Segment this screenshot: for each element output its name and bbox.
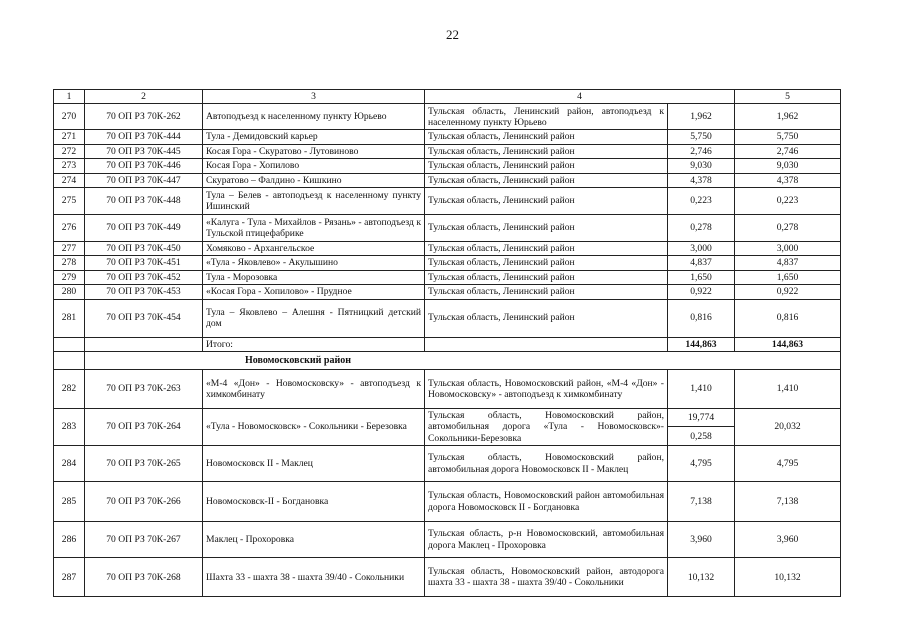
table-row	[54, 409, 841, 427]
row-number: 276	[54, 215, 85, 242]
road-total: 1,962	[735, 104, 841, 130]
road-code: 70 ОП РЗ 70К-265	[85, 446, 203, 482]
road-code: 70 ОП РЗ 70К-268	[85, 558, 203, 597]
road-total: 1,410	[735, 370, 841, 409]
row-number: 271	[54, 130, 85, 144]
table-row	[54, 173, 841, 187]
road-total: 10,132	[735, 558, 841, 597]
row-number: 275	[54, 188, 85, 215]
road-length: 1,650	[668, 270, 735, 284]
road-code: 70 ОП РЗ 70К-267	[85, 522, 203, 558]
road-code: 70 ОП РЗ 70К-264	[85, 409, 203, 446]
table-row	[54, 104, 841, 130]
table-row	[54, 285, 841, 299]
table-row	[54, 370, 841, 409]
road-location: Тульская область, Ленинский район	[425, 242, 668, 256]
row-number: 286	[54, 522, 85, 558]
road-length: 1,962	[668, 104, 735, 130]
road-code: 70 ОП РЗ 70К-451	[85, 256, 203, 270]
road-location: Тульская область, Ленинский район	[425, 130, 668, 144]
row-number: 283	[54, 409, 85, 446]
row-number: 274	[54, 173, 85, 187]
road-length: 2,746	[668, 144, 735, 158]
road-length: 0,922	[668, 285, 735, 299]
road-code: 70 ОП РЗ 70К-263	[85, 370, 203, 409]
road-code: 70 ОП РЗ 70К-445	[85, 144, 203, 158]
road-location: Тульская область, Новомосковский район автомобильная дорога Новомосковск II - Богдановка	[425, 482, 668, 522]
table-row	[54, 130, 841, 144]
road-location: Тульская область, р-н Новомосковский, автомобильная дорога Маклец - Прохоровка	[425, 522, 668, 558]
road-length: 9,030	[668, 159, 735, 173]
road-name: Тула – Белев - автоподъезд к населенному пункту Ишинский	[203, 188, 425, 215]
table-row	[54, 215, 841, 242]
road-code: 70 ОП РЗ 70К-262	[85, 104, 203, 130]
page-number: 22	[446, 27, 459, 42]
row-number: 284	[54, 446, 85, 482]
road-name: «Калуга - Тула - Михайлов - Рязань» - автоподъезд к Тульской птицефабрике	[203, 215, 425, 242]
road-total: 0,223	[735, 188, 841, 215]
road-name: Тула - Морозовка	[203, 270, 425, 284]
road-length: 5,750	[668, 130, 735, 144]
column-number: 1	[54, 90, 85, 104]
road-total: 3,960	[735, 522, 841, 558]
row-number: 281	[54, 299, 85, 337]
road-location: Тульская область, Новомосковский район, автомобильная дорога Новомосковск II - Маклец	[425, 446, 668, 482]
road-total: 20,032	[735, 409, 841, 446]
road-location: Тульская область, Новомосковский район, «М-4 «Дон» - Новомосковску» - автоподъезд к химкомбинату	[425, 370, 668, 409]
road-name: «Тула - Яковлево» - Акулышино	[203, 256, 425, 270]
row-number: 285	[54, 482, 85, 522]
road-total: 0,922	[735, 285, 841, 299]
road-length: 0,223	[668, 188, 735, 215]
road-code: 70 ОП РЗ 70К-450	[85, 242, 203, 256]
road-code: 70 ОП РЗ 70К-448	[85, 188, 203, 215]
road-location: Тульская область, Ленинский район	[425, 173, 668, 187]
road-code: 70 ОП РЗ 70К-454	[85, 299, 203, 337]
table-row	[54, 159, 841, 173]
road-length: 4,378	[668, 173, 735, 187]
road-name: Скуратово – Фалдино - Кишкино	[203, 173, 425, 187]
road-name: «М-4 «Дон» - Новомосковску» - автоподъезд к химкомбинату	[203, 370, 425, 409]
road-total: 9,030	[735, 159, 841, 173]
road-length: 7,138	[668, 482, 735, 522]
road-length: 3,000	[668, 242, 735, 256]
row-number: 280	[54, 285, 85, 299]
road-name: Новомосковск-II - Богдановка	[203, 482, 425, 522]
itogo-length: 144,863	[668, 337, 735, 351]
roads-table	[53, 89, 841, 597]
table-row	[54, 270, 841, 284]
row-number: 270	[54, 104, 85, 130]
road-total: 0,816	[735, 299, 841, 337]
road-code: 70 ОП РЗ 70К-266	[85, 482, 203, 522]
column-number: 3	[203, 90, 425, 104]
road-name: Новомосковск II - Маклец	[203, 446, 425, 482]
road-total: 5,750	[735, 130, 841, 144]
column-number: 2	[85, 90, 203, 104]
row-number: 272	[54, 144, 85, 158]
road-location: Тульская область, Ленинский район	[425, 159, 668, 173]
row-number: 277	[54, 242, 85, 256]
column-number: 5	[735, 90, 841, 104]
road-location: Тульская область, Ленинский район	[425, 299, 668, 337]
road-name: Шахта 33 - шахта 38 - шахта 39/40 - Сокольники	[203, 558, 425, 597]
table-row	[54, 144, 841, 158]
road-name: Косая Гора - Скуратово - Лутовиново	[203, 144, 425, 158]
road-total: 3,000	[735, 242, 841, 256]
road-length-part-a: 19,774	[668, 409, 735, 427]
row-number: 273	[54, 159, 85, 173]
table-row	[54, 558, 841, 597]
road-code: 70 ОП РЗ 70К-452	[85, 270, 203, 284]
road-total: 1,650	[735, 270, 841, 284]
road-location: Тульская область, Новомосковский район, автомобильная дорога «Тула - Новомосковск»- Сокольники-Березовка	[425, 409, 668, 446]
road-length: 1,410	[668, 370, 735, 409]
road-length: 0,816	[668, 299, 735, 337]
road-name: Тула - Демидовский карьер	[203, 130, 425, 144]
road-name: Маклец - Прохоровка	[203, 522, 425, 558]
road-name: Косая Гора - Хопилово	[203, 159, 425, 173]
road-code: 70 ОП РЗ 70К-444	[85, 130, 203, 144]
road-code: 70 ОП РЗ 70К-449	[85, 215, 203, 242]
road-code: 70 ОП РЗ 70К-453	[85, 285, 203, 299]
road-location: Тульская область, Ленинский район	[425, 285, 668, 299]
road-location: Тульская область, Ленинский район	[425, 144, 668, 158]
road-location: Тульская область, Ленинский район, автоподъезд к населенному пункту Юрьево	[425, 104, 668, 130]
road-total: 7,138	[735, 482, 841, 522]
table-row	[54, 256, 841, 270]
road-location: Тульская область, Новомосковский район, автодорога шахта 33 - шахта 38 - шахта 39/40 - Сокольники	[425, 558, 668, 597]
table-row	[54, 482, 841, 522]
row-number: 287	[54, 558, 85, 597]
road-total: 0,278	[735, 215, 841, 242]
road-name: Тула – Яковлево – Алешня - Пятницкий детский дом	[203, 299, 425, 337]
road-location: Тульская область, Ленинский район	[425, 270, 668, 284]
road-code: 70 ОП РЗ 70К-447	[85, 173, 203, 187]
table-row	[54, 188, 841, 215]
road-code: 70 ОП РЗ 70К-446	[85, 159, 203, 173]
itogo-label: Итого:	[203, 337, 425, 351]
road-location: Тульская область, Ленинский район	[425, 256, 668, 270]
table-row	[54, 446, 841, 482]
row-number: 279	[54, 270, 85, 284]
table-row	[54, 242, 841, 256]
road-location: Тульская область, Ленинский район	[425, 188, 668, 215]
road-name: Автоподъезд к населенному пункту Юрьево	[203, 104, 425, 130]
road-name: «Тула - Новомосковск» - Сокольники - Березовка	[203, 409, 425, 446]
row-number: 278	[54, 256, 85, 270]
table-row	[54, 522, 841, 558]
column-number-row	[54, 90, 841, 104]
road-length: 4,837	[668, 256, 735, 270]
column-number: 4	[425, 90, 735, 104]
road-length: 10,132	[668, 558, 735, 597]
road-location: Тульская область, Ленинский район	[425, 215, 668, 242]
road-total: 4,378	[735, 173, 841, 187]
table-row	[54, 299, 841, 337]
itogo-row	[54, 337, 841, 351]
road-length-part-b: 0,258	[668, 427, 735, 446]
road-length: 4,795	[668, 446, 735, 482]
section-title: Новомосковский район	[85, 352, 841, 370]
road-total: 4,837	[735, 256, 841, 270]
road-length: 0,278	[668, 215, 735, 242]
road-name: «Косая Гора - Хопилово» - Прудное	[203, 285, 425, 299]
row-number: 282	[54, 370, 85, 409]
road-total: 4,795	[735, 446, 841, 482]
road-length: 3,960	[668, 522, 735, 558]
itogo-total: 144,863	[735, 337, 841, 351]
road-name: Хомяково - Архангельское	[203, 242, 425, 256]
section-row	[54, 352, 841, 370]
road-total: 2,746	[735, 144, 841, 158]
